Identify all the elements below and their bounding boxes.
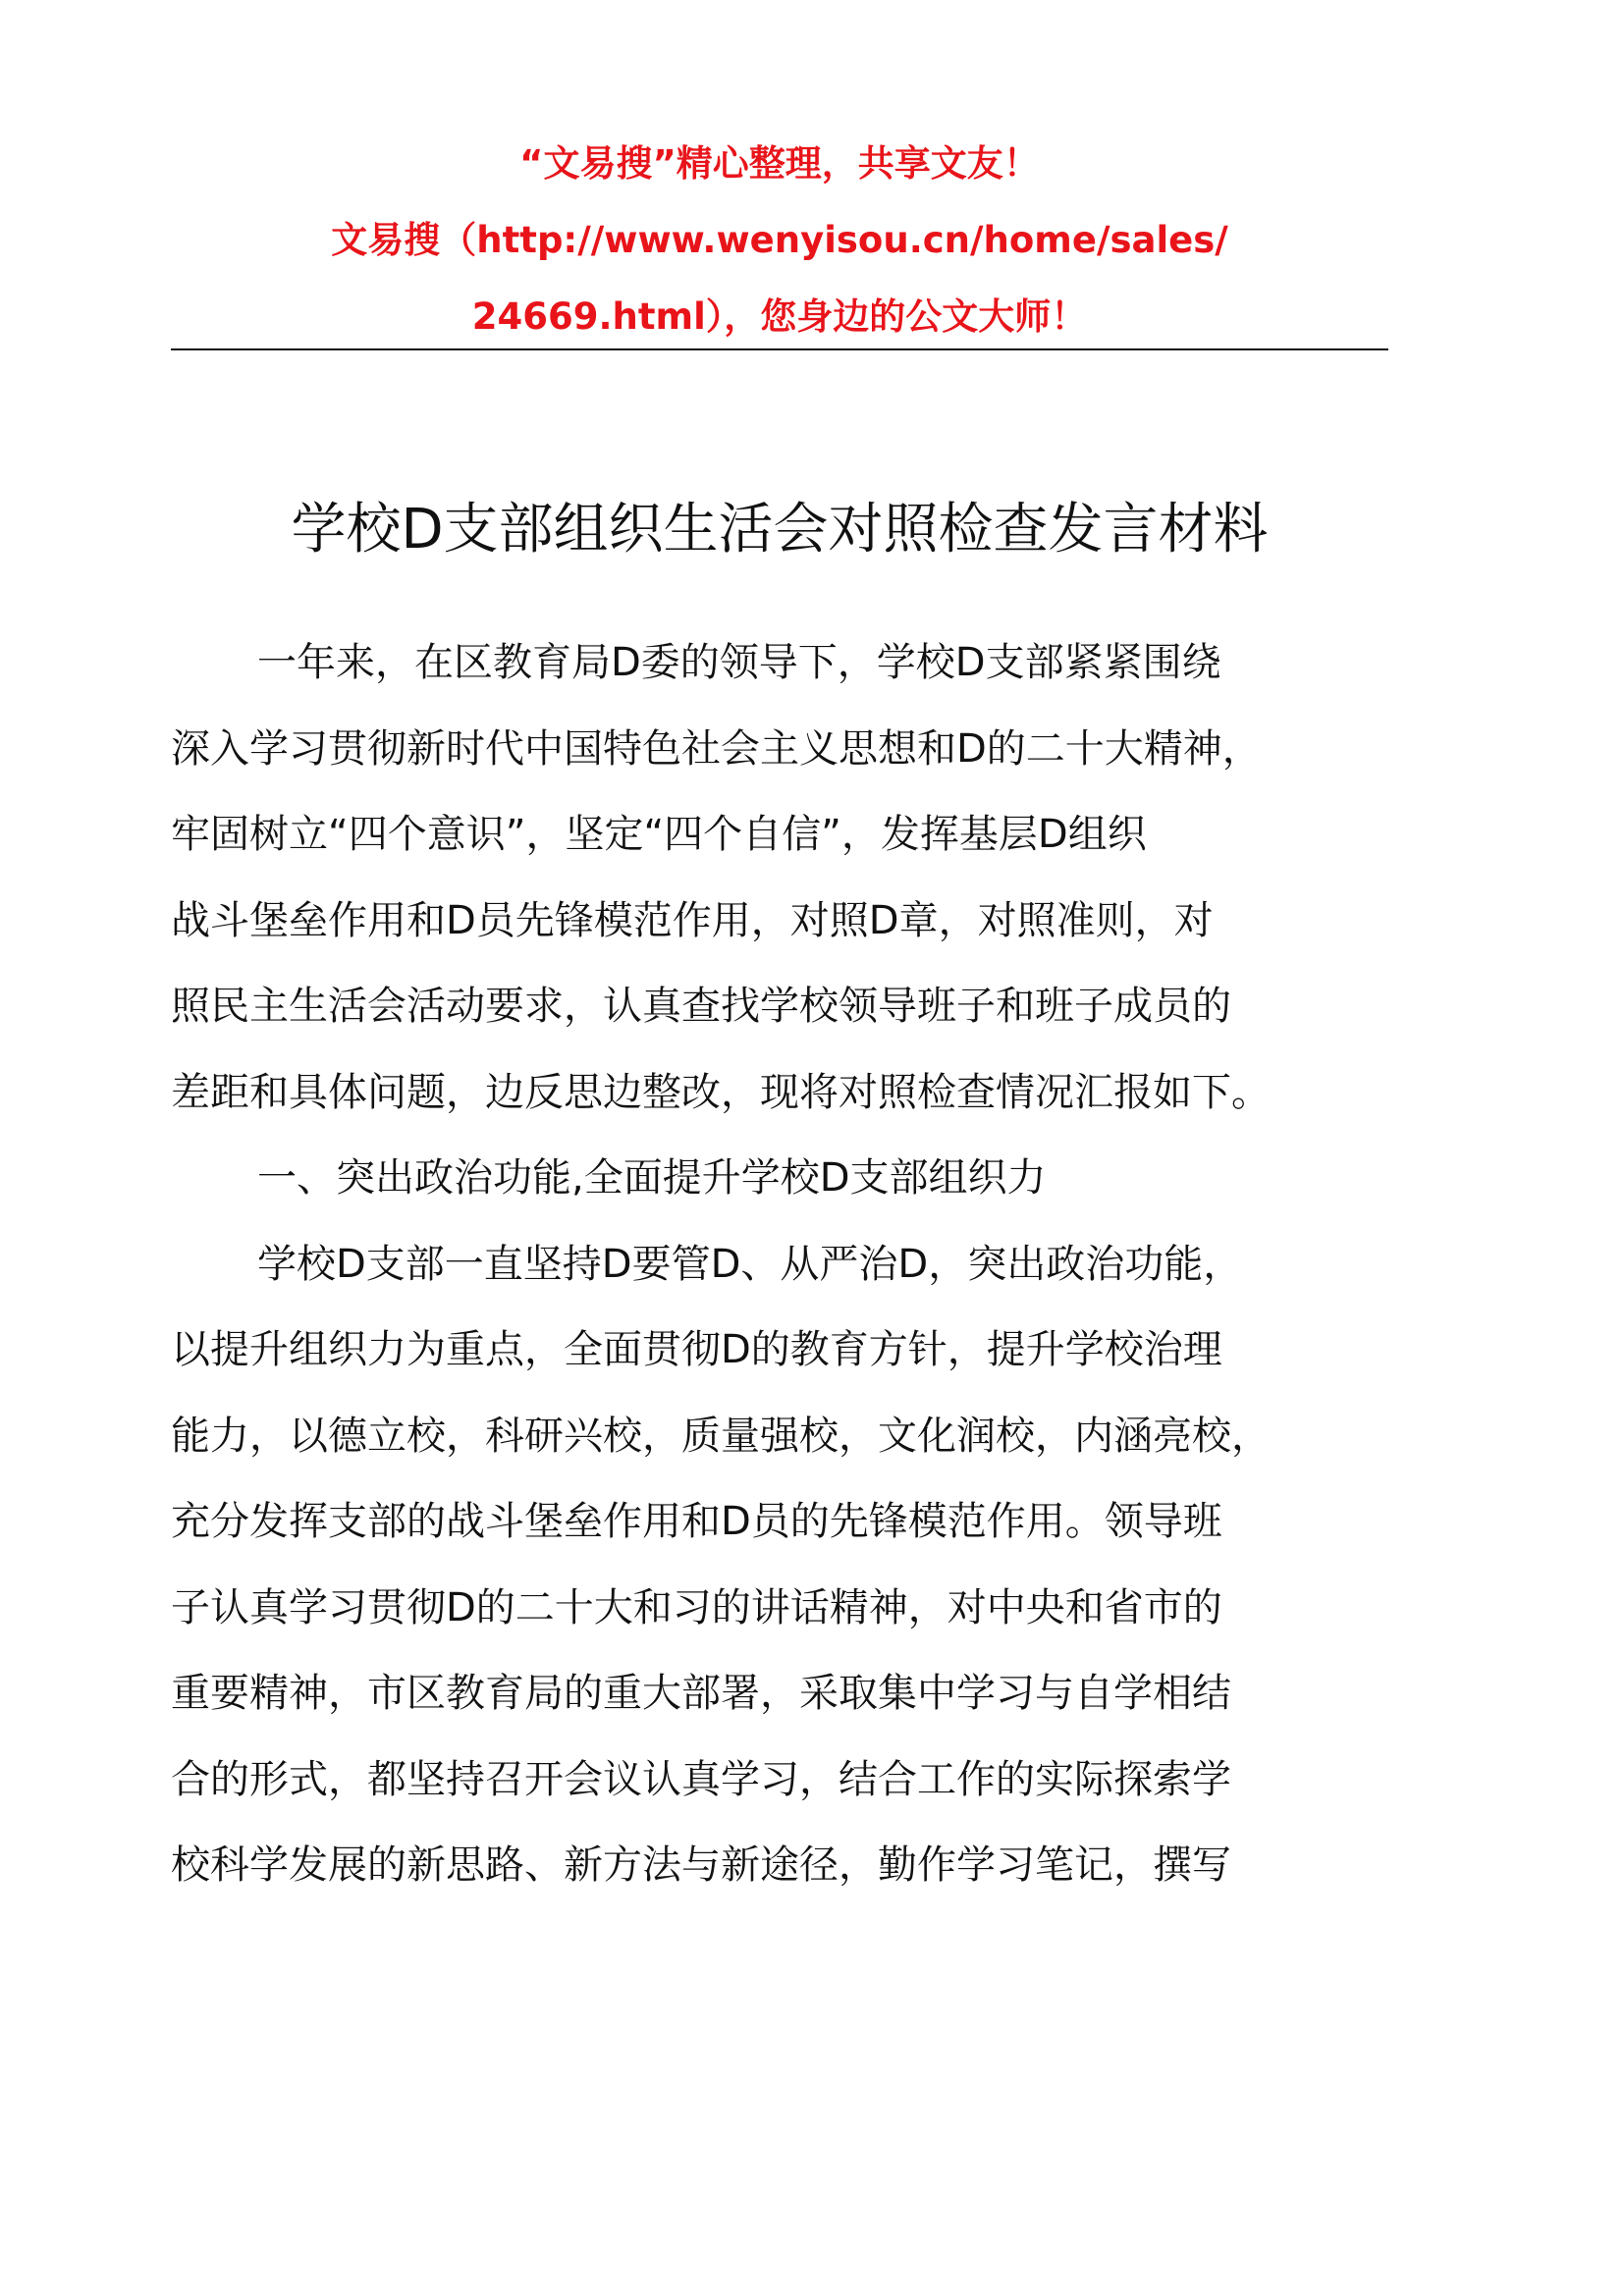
body-line: 牢固树立“四个意识”，坚定“四个自信”，发挥基层D组织 — [171, 812, 1147, 857]
source-banner — [171, 126, 1388, 355]
body-line: 校科学发展的新思路、新方法与新途径，勤作学习笔记，撰写 — [171, 1842, 1231, 1888]
body-line: 子认真学习贯彻D的二十大和习的讲话精神，对中央和省市的 — [171, 1584, 1222, 1630]
document-body — [171, 620, 1398, 1909]
header-divider — [171, 348, 1388, 350]
section-heading: 一、突出政治功能,全面提升学校D支部组织力 — [257, 1155, 1047, 1201]
body-line: 一年来，在区教育局D委的领导下，学校D支部紧紧围绕 — [257, 640, 1221, 685]
banner-line-3: 24669.html），您身边的公文大师！ — [471, 295, 1088, 338]
body-line: 战斗堡垒作用和D员先锋模范作用，对照D章，对照准则，对 — [171, 897, 1214, 943]
document-title: 学校D支部组织生活会对照检查发言材料 — [291, 497, 1269, 561]
body-line: 差距和具体问题，边反思边整改，现将对照检查情况汇报如下。 — [171, 1069, 1271, 1115]
body-line: 以提升组织力为重点，全面贯彻D的教育方针，提升学校治理 — [171, 1327, 1222, 1372]
body-line: 照民主生活会活动要求，认真查找学校领导班子和班子成员的 — [171, 984, 1231, 1029]
body-line: 深入学习贯彻新时代中国特色社会主义思想和D的二十大精神， — [171, 725, 1262, 772]
banner-line-2: 文易搜（http://www.wenyisou.cn/home/sales/ — [331, 219, 1228, 261]
body-line: 重要精神，市区教育局的重大部署，采取集中学习与自学相结 — [171, 1671, 1231, 1716]
body-line: 能力，以德立校，科研兴校，质量强校，文化润校，内涵亮校， — [171, 1413, 1271, 1459]
banner-line-1: “文易搜”精心整理，共享文友！ — [519, 142, 1040, 185]
body-line: 学校D支部一直坚持D要管D、从严治D，突出政治功能， — [257, 1241, 1243, 1287]
body-line: 充分发挥支部的战斗堡垒作用和D员的先锋模范作用。领导班 — [171, 1499, 1222, 1544]
body-line: 合的形式，都坚持召开会议认真学习，结合工作的实际探索学 — [171, 1756, 1231, 1802]
